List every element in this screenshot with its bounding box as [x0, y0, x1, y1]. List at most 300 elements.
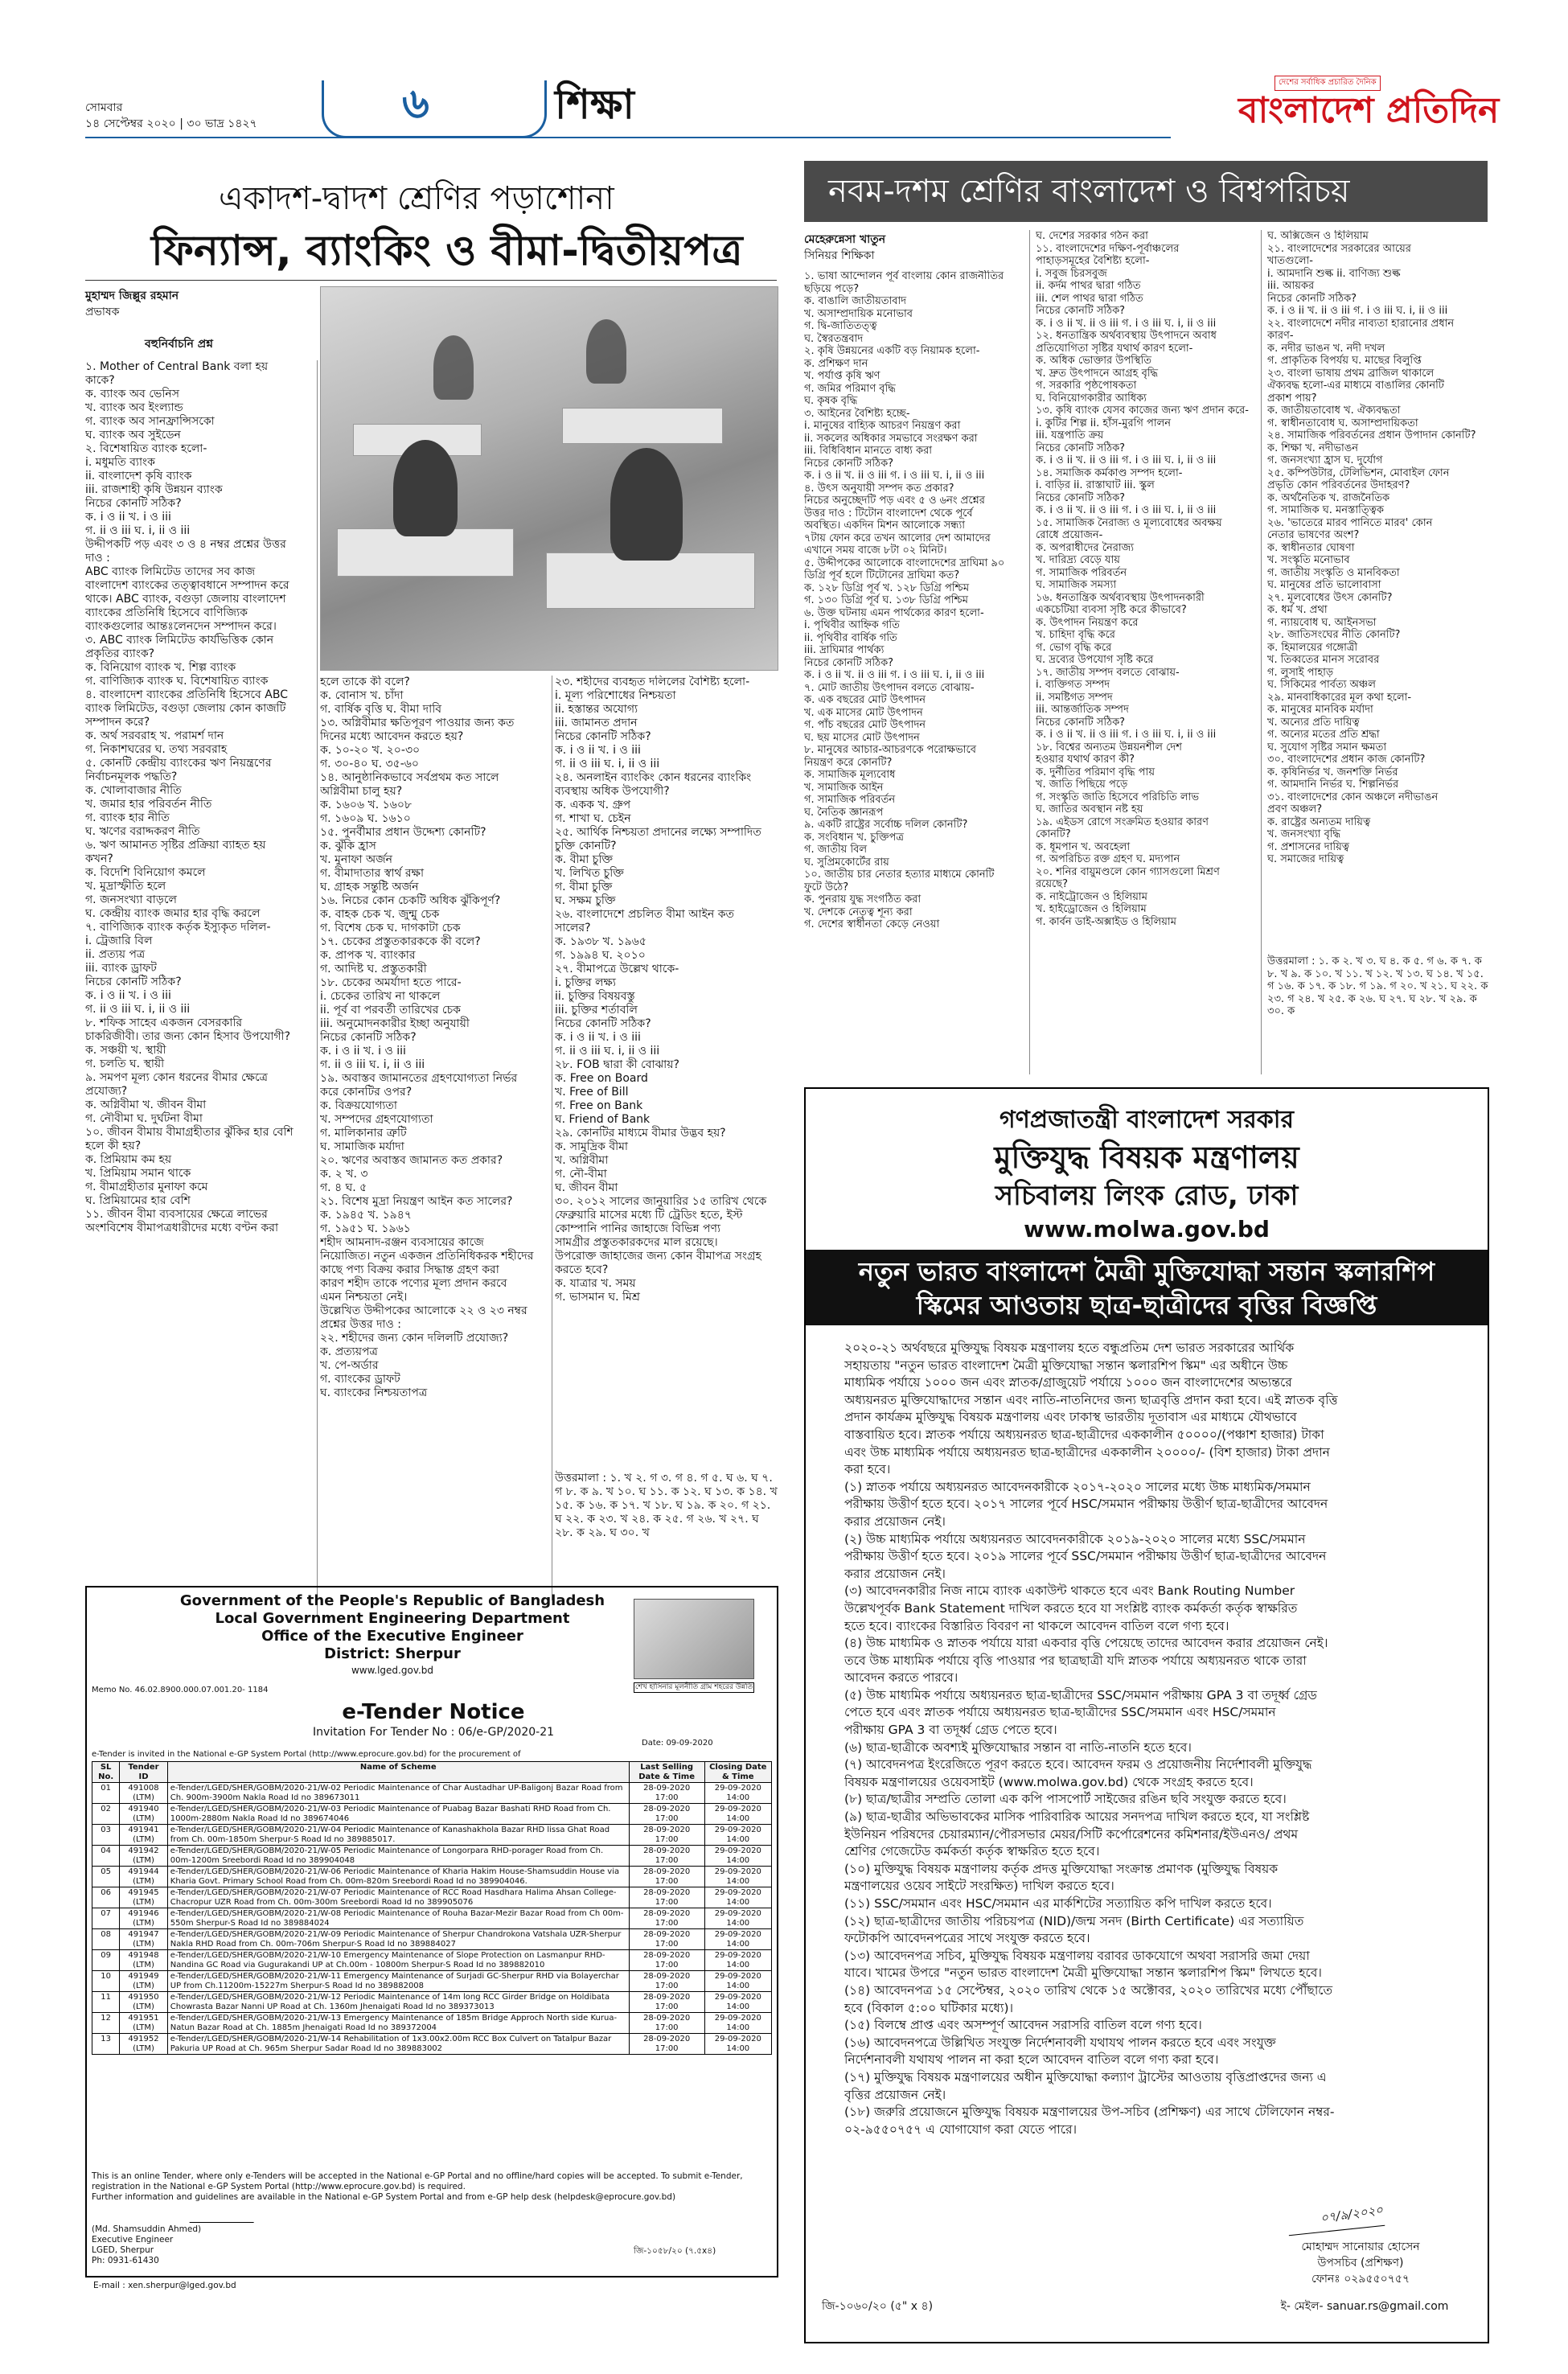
table-header-cell: Tender ID: [120, 1762, 168, 1783]
table-row: [92, 1804, 772, 1825]
table-cell: 13: [92, 2034, 120, 2055]
notice-line: (১০) মুক্তিযুদ্ধ বিষয়ক মন্ত্রণালয় কর্তৃক প্রদত্ত মুক্তিযোদ্ধা সংক্রান্ত প্রমাণক (মুক্তিযুদ্ধ বিষয়ক: [844, 1861, 1279, 1876]
question-line: ঘ. ব্যাংকের নিশ্চয়তাপত্র: [320, 1386, 428, 1399]
question-line: ২৪. অনলাইন ব্যাংকিং কোন ধরনের ব্যাংকিং: [555, 771, 752, 784]
question-line: থাকে। ABC ব্যাংক, বগুড়া জেলায় বাংলাদেশ: [85, 593, 286, 606]
question-line: গ. ii ও iii ঘ. i, ii ও iii: [85, 524, 191, 537]
question-line: গ. বীমা চুক্তি: [555, 881, 613, 893]
question-line: গ. নৌ-বীমা: [555, 1168, 607, 1181]
question-line: গ. ব্যাংক অব সানফ্রান্সিসকো: [85, 415, 215, 428]
question-line: রোধে প্রয়োজন-: [1036, 529, 1103, 541]
table-cell: 491947 (LTM): [120, 1929, 168, 1950]
question-line: ১১. জীবন বীমা ব্যবসায়ের ক্ষেত্রে লাভের: [85, 1208, 268, 1221]
question-line: ৩. আইনের বৈশিষ্ট্য হচ্ছে-: [804, 407, 910, 420]
question-line: ১. ভাষা আন্দোলন পূর্ব বাংলায় কোন রাজনীতির: [804, 270, 1004, 282]
table-row: [92, 1950, 772, 1971]
question-line: i. ট্রেজারি বিল: [85, 934, 153, 947]
question-line: নিচের কোনটি সঠিক?: [1267, 292, 1357, 305]
question-line: ক. i ও ii খ. ii ও iii গ. i ও iii ঘ. i, ii ও iii: [1036, 729, 1217, 741]
question-line: গ. জাতীয় বিল: [804, 844, 868, 856]
question-line: ১. Mother of Central Bank বলা হয়: [85, 360, 269, 373]
table-cell: e-Tender/LGED/SHER/GOBM/2020-21/W-10 Emergency Maintenance of Slope Protection on Lasmanpur RHD-Nandina GC Road via Gugurakandi UP at Ch.00m - 10800m Sherpur-S Road Id no 389882010: [167, 1950, 629, 1971]
mujib-logo: [634, 1599, 754, 1679]
question-line: গ. ১৯৫১ ঘ. ১৯৬১: [320, 1222, 411, 1235]
table-header-cell: Closing Date & Time: [704, 1762, 771, 1783]
question-line: এমন নিশ্চয়তা নেই।: [320, 1291, 408, 1304]
notice-body: [844, 1340, 1472, 2208]
question-line: গ. চলতি ঘ. স্থায়ী: [85, 1058, 165, 1070]
question-line: ক. i ও ii খ. ii ও iii গ. i ও iii ঘ. i, ii ও iii: [1036, 454, 1217, 466]
question-line: i. মধুমতি ব্যাংক: [85, 456, 155, 469]
question-line: হলে কী হয়?: [85, 1140, 142, 1152]
question-line: ক. বাহক চেক খ. জুন্মু চেক: [320, 908, 440, 921]
question-line: দিনের মধ্যে আবেদন করতে হয়?: [320, 730, 464, 743]
table-cell: 29-09-2020 14:00: [704, 1887, 771, 1908]
question-line: দাও :: [85, 552, 110, 565]
question-line: গ. ii ও iii ঘ. i, ii ও iii: [85, 1003, 191, 1016]
question-line: উল্লেখিত উদ্দীপকের আলোকে ২২ ও ২৩ নম্বর: [320, 1304, 527, 1317]
notice-line: হতে হবে। ব্যাংকের বিস্তারিত বিবরণ না থাকলে আবেদন বাতিল বলে গণ্য হবে।: [844, 1618, 1229, 1633]
question-line: ঘ. কৃষক বৃদ্ধি: [804, 395, 858, 407]
question-line: খ. দারিদ্র্য বেড়ে যায়: [1036, 554, 1120, 566]
question-line: ছড়িয়ে পড়ে?: [804, 282, 860, 295]
col-divider: [1261, 230, 1262, 1074]
notice-line: পরীক্ষায় উত্তীর্ণ হতে হবে। ২০১৯ সালের পূর্বে SSC/সমমান পরীক্ষায় উত্তীর্ণ ছাত্র-ছাত্রীদের আবেদন: [844, 1549, 1327, 1564]
question-line: ক. দুর্নীতির পরিমাণ বৃদ্ধি পায়: [1036, 766, 1155, 778]
left-col-3: [555, 676, 780, 1592]
question-line: ৫. উদ্দীপকের আলোকে বাংলাদেশের দ্রাঘিমা ৯০: [804, 557, 1005, 569]
left-kicker: একাদশ-দ্বাদশ শ্রেণির পড়াশোনা: [219, 180, 614, 217]
question-line: পাহাড়সমূহের বৈশিষ্ট্য হলো-: [1036, 255, 1150, 267]
question-line: গ. ব্যাংক হার নীতি: [85, 811, 170, 824]
notice-line: ইউনিয়ন পরিষদের চেয়ারম্যান/পৌরসভার মেয়র/সিটি কর্পোরেশনের কমিশনার/ইউএনও/ প্রথম: [844, 1826, 1299, 1842]
right-headline: নবম-দশম শ্রেণির বাংলাদেশ ও বিশ্বপরিচয়: [828, 173, 1350, 210]
question-line: খ. চাহিদা বৃদ্ধি করে: [1036, 629, 1115, 641]
question-line: iii. ব্যাংক ড্রাফট: [85, 962, 157, 975]
right-col-3: [1267, 230, 1489, 1002]
table-cell: 29-09-2020 14:00: [704, 1908, 771, 1929]
table-header-cell: SL No.: [92, 1762, 120, 1783]
notice-line: যাবে। খামের উপরে "নতুন ভারত বাংলাদেশ মৈত্রী মুক্তিযোদ্ধা সন্তান স্কলারশিপ স্কিম" লিখতে হবে।: [844, 1965, 1322, 1981]
question-line: নিচের কোনটি সঠিক?: [1036, 442, 1126, 454]
question-line: ২৩. শহীদের ব্যবহৃত দলিলের বৈশিষ্ট্য হলো-: [555, 676, 750, 688]
question-line: ii. চুক্তির বিষয়বস্তু: [555, 990, 635, 1003]
table-cell: 491946 (LTM): [120, 1908, 168, 1929]
question-line: ক. i ও ii খ. i ও iii: [85, 511, 171, 524]
question-line: ৯. একটি রাষ্ট্রের সর্বোচ্চ দলিল কোনটি?: [804, 819, 968, 831]
question-line: ক. প্রশিক্ষণ দান: [804, 357, 868, 370]
question-line: কারণ শহীদ তাকে পণ্যের মূল্য প্রদান করবে: [320, 1277, 507, 1290]
question-line: ১৪. আনুষ্ঠানিকভাবে সর্বপ্রথম কত সালে: [320, 771, 499, 784]
table-cell: e-Tender/LGED/SHER/GOBM/2020-21/W-03 Periodic Maintenance of Puabag Bazar Bashati RHD Road from Ch. 1000m-2880m Nakla Road Id no 389674046: [167, 1804, 629, 1825]
notice-line: (৫) উচ্চ মাধ্যমিক পর্যায়ে অধ্যয়নরত ছাত্র-ছাত্রীদের SSC/সমমান পরীক্ষায় GPA 3 বা তদূর্ধ্ব গ্রেড: [844, 1687, 1317, 1702]
question-line: ১৫. সামাজিক নৈরাজ্য ও মূল্যবোধের অবক্ষয়: [1036, 516, 1222, 529]
table-cell: 491008 (LTM): [120, 1783, 168, 1804]
question-line: ক. বাঙালি জাতীয়তাবাদ: [804, 295, 907, 307]
question-line: খ. এক মাসের মোট উৎপাদন: [804, 706, 923, 719]
question-line: ঘ. স্বৈরতন্ত্রবাদ: [804, 332, 864, 345]
question-line: খাতগুলো-: [1267, 255, 1313, 267]
left-author-title: প্রভাষক: [85, 306, 120, 318]
question-line: খ. দ্রুত উৎপাদনে আগ্রহ বৃদ্ধি: [1036, 367, 1159, 380]
table-cell: 28-09-2020 17:00: [629, 1825, 704, 1846]
question-line: গ. ১৩০ ডিগ্রি পূর্ব ঘ. ১৩৮ ডিগ্রি পশ্চিম: [804, 594, 969, 606]
table-cell: 29-09-2020 14:00: [704, 1846, 771, 1867]
question-line: খ. ব্যাংক অব ইংল্যান্ড: [85, 401, 183, 414]
question-line: নিচের কোনটি সঠিক?: [555, 1017, 651, 1030]
right-col-2: [1036, 230, 1254, 1074]
question-line: খ. অন্যের প্রতি দায়িত্ব: [1267, 716, 1360, 729]
question-line: ঘ. গ্রাহক সন্তুষ্টি অর্জন: [320, 881, 419, 893]
table-cell: e-Tender/LGED/SHER/GOBM/2020-21/W-02 Periodic Maintenance of Char Austadhar UP-Baligonj Bazar Road from Ch. 900m-3900m Nakla Road Id no 389673011: [167, 1783, 629, 1804]
question-line: ১৬. ধনতান্ত্রিক অর্থব্যবস্থায় উৎপাদনকারী: [1036, 591, 1205, 604]
question-line: iii. রাজশাহী কৃষি উন্নয়ন ব্যাংক: [85, 483, 223, 496]
table-cell: e-Tender/LGED/SHER/GOBM/2020-21/W-08 Periodic Maintenance of Rouha Bazar-Mezir Bazar Road from Ch 00m-550m Sherpur-S Road Id no 389884024: [167, 1908, 629, 1929]
question-line: iii. বিধিবিধান মানতে বাধ্য করা: [804, 445, 933, 457]
question-line: ব্যাংকগুলোর আন্তঃলেনদেন সম্পাদন করে।: [85, 620, 277, 633]
question-line: গ. অপরিচিত রক্ত গ্রহণ ঘ. মদ্যপান: [1036, 853, 1180, 865]
question-line: ঘ. ঋণের বরাদ্দকরণ নীতি: [85, 825, 200, 838]
table-cell: 09: [92, 1950, 120, 1971]
issue-date: ১৪ সেপ্টেম্বর ২০২০ | ৩০ ভাদ্র ১৪২৭: [85, 117, 257, 130]
notice-line: মাধ্যমিক পর্যায়ে ১০০০ জন এবং স্নাতক/গ্রাজুয়েট পর্যায়ে ১০০০ জন বাংলাদেশের অভ্যন্তরে: [844, 1375, 1292, 1390]
tender-ad: [85, 1586, 778, 2277]
question-line: ব্যবস্থায় অধিক উপযোগী?: [555, 785, 670, 798]
question-line: ক. i ও ii খ. ii ও iii গ. i ও iii ঘ. i, ii ও iii: [1267, 305, 1448, 317]
question-line: কারণ-: [1267, 330, 1294, 342]
table-cell: 28-09-2020 17:00: [629, 1867, 704, 1887]
table-row: [92, 2013, 772, 2034]
question-line: চুক্তি কোনটি?: [555, 840, 617, 852]
left-col-2: [320, 676, 550, 1608]
question-line: ক. উৎপাদন নিয়ন্ত্রণ করে: [1036, 616, 1139, 629]
table-cell: 28-09-2020 17:00: [629, 1992, 704, 2013]
question-line: করে কোনটির ওপর?: [320, 1086, 413, 1099]
question-line: ঘ. নৈতিক জ্ঞানরূপ: [804, 806, 884, 819]
question-line: iii. দ্রাঘিমার পার্থক্য: [804, 644, 885, 656]
table-cell: 491949 (LTM): [120, 1971, 168, 1992]
question-line: ২৫. আর্থিক নিশ্চয়তা প্রদানের লক্ষ্যে সম্পাদিত: [555, 826, 761, 839]
notice-address: সচিবালয় লিংক রোড, ঢাকা: [995, 1180, 1299, 1212]
section-title: শিক্ষা: [555, 81, 634, 128]
question-line: গ. ভাসমান ঘ. মিশ্র: [555, 1291, 640, 1304]
issue-day: সোমবার: [85, 101, 123, 114]
notice-line: মন্ত্রণালয়ের ওয়েব সাইটে সংরক্ষিত) দাখিল করতে হবে।: [844, 1879, 1114, 1894]
question-line: iii. শেল পাথর দ্বারা গঠিত: [1036, 292, 1143, 305]
table-cell: 29-09-2020 14:00: [704, 1971, 771, 1992]
question-line: ক. ধূমপান খ. অবহেলা: [1036, 840, 1131, 853]
question-line: ক. i ও ii খ. ii ও iii গ. i ও iii ঘ. i, ii ও iii: [804, 669, 985, 681]
table-cell: 29-09-2020 14:00: [704, 1783, 771, 1804]
question-line: ১৯. এইডস রোগে সংক্রমিত হওয়ার কারণ: [1036, 815, 1209, 828]
table-cell: e-Tender/LGED/SHER/GOBM/2020-21/W-11 Emergency Maintenance of Surjadi GC-Sherpur RHD via Bolayerchar UP from Ch.11200m-15227m Sherpur-S Road Id no 389882008: [167, 1971, 629, 1992]
question-line: ক. অর্থ সরবরাহ খ. পরামর্শ দান: [85, 729, 224, 742]
question-line: ক. সঞ্চয়ী খ. স্থায়ী: [85, 1044, 166, 1057]
notice-line: (২) উচ্চ মাধ্যমিক পর্যায়ে অধ্যয়নরত আবেদনকারীকে ২০১৯-২০২০ সালের মধ্যে SSC/সমমান: [844, 1531, 1306, 1546]
question-line: ক. অগ্নিবীমা খ. জীবন বীমা: [85, 1099, 207, 1111]
question-line: ৪. বাংলাদেশ ব্যাংকের প্রতিনিধি হিসেবে ABC: [85, 688, 289, 701]
question-line: গ. নৌবীমা ঘ. দুর্ঘটনা বীমা: [85, 1112, 203, 1125]
notice-line: (১) স্নাতক পর্যায়ে অধ্যয়নরত আবেদনকারীকে ২০১৭-২০২০ সালের মধ্যে উচ্চ মাধ্যমিক/সমমান: [844, 1479, 1311, 1494]
question-line: ক. Free on Board: [555, 1072, 648, 1085]
question-line: ২১. বিশেষ মুদ্রা নিয়ন্ত্রণ আইন কত সালের?: [320, 1195, 513, 1208]
question-line: প্রযোজ্য?: [85, 1085, 128, 1098]
question-line: ii. বাংলাদেশ কৃষি ব্যাংক: [85, 470, 192, 483]
tender-intro: e-Tender is invited in the National e-GP System Portal (http://www.eprocure.gov.bd) for the procurement of: [92, 1750, 521, 1759]
table-cell: 01: [92, 1783, 120, 1804]
table-row: [92, 1908, 772, 1929]
question-line: ক. পুনরায় যুদ্ধ সংগঠিত করা: [804, 893, 922, 906]
notice-line: (১৮) জরুরি প্রয়োজনে মুক্তিযুদ্ধ বিষয়ক মন্ত্রণালয়ের উপ-সচিব (প্রশিক্ষণ) এর সাথে টেলিফোন নম্বর-: [844, 2105, 1335, 2120]
table-cell: 08: [92, 1929, 120, 1950]
notice-website[interactable]: www.molwa.gov.bd: [1024, 1216, 1270, 1242]
question-line: ক. বিনিয়োগ ব্যাংক খ. শিল্প ব্যাংক: [85, 661, 236, 674]
table-row: [92, 1929, 772, 1950]
question-line: ১৭. চেকের প্রস্তুতকারককে কী বলে?: [320, 935, 481, 948]
question-line: অংশবিশেষ বীমাপত্রধারীদের মধ্যে বণ্টন করা: [85, 1222, 278, 1234]
notice-line: আবেদন করতে পারবে।: [844, 1670, 958, 1686]
question-line: ২৩. বাংলা ভাষায় প্রথম ব্রাজিল থাকালে: [1267, 367, 1435, 380]
notice-line: সহায়তায় "নতুন ভারত বাংলাদেশ মৈত্রী মুক্তিযোদ্ধা সন্তান স্কলারশিপ স্কিম" এর অধীনে উচ্চ: [844, 1357, 1288, 1373]
question-line: ৭. বাণিজ্যিক ব্যাংক কর্তৃক ইস্যুকৃত দলিল-: [85, 921, 271, 934]
question-line: ঘ. Friend of Bank: [555, 1113, 651, 1126]
table-cell: 29-09-2020 14:00: [704, 2034, 771, 2055]
question-line: খ. জনসংখ্যা বৃদ্ধি: [1267, 828, 1341, 840]
table-row: [92, 1992, 772, 2013]
notice-line: (৮) ছাত্র/ছাত্রীর সম্প্রতি তোলা এক কপি পাসপোর্ট সাইজের রঙিন ছবি সংযুক্ত করতে হবে।: [844, 1792, 1287, 1807]
question-line: গ. ব্যাংকের ড্রাফট: [320, 1373, 400, 1386]
notice-line: পরীক্ষায় GPA 3 বা তদূর্ধ্ব গ্রেড পেতে হবে।: [844, 1723, 1057, 1738]
question-line: ক. ২ খ. ৩: [320, 1168, 368, 1181]
left-answers: উত্তরমালা : ১. খ ২. গ ৩. গ ৪. গ ৫. ঘ ৬. ঘ ৭. গ ৮. ক ৯. খ ১০. ঘ ১১. ক ১২. ঘ ১৩. ক ১৪. খ ১৫. ক ১৬. ক ১৭. খ ১৮. ঘ ১৯. ক ২০. গ ২১. ঘ ২২. ক ২৩. খ ২৪. ক ২৫. গ ২৬. খ ২৭. ঘ ২৮. ক ২৯. ঘ ৩০. খ: [555, 1472, 778, 1539]
question-line: ii. হস্তান্তর অযোগ্য: [555, 703, 638, 716]
question-line: গ. ন্যায়বোধ ঘ. আইনসভা: [1267, 616, 1377, 629]
masthead-rule: [85, 137, 1171, 138]
notice-line: (৬) ছাত্র-ছাত্রীকে অবশ্যই মুক্তিযোদ্ধার সন্তান বা নাতি-নাতনি হতে হবে।: [844, 1739, 1192, 1755]
masthead: [0, 0, 1568, 161]
question-line: গ. সরকারি পৃষ্ঠপোষকতা: [1036, 380, 1137, 392]
question-line: সম্পাদন করে?: [85, 716, 150, 729]
question-line: ক. ১৬০৬ খ. ১৬০৮: [320, 799, 413, 811]
question-line: খ. মুদ্রাস্ফীতি হলে: [85, 880, 166, 893]
question-line: শহীদ আমনাদ-রঞ্জন ব্যবসায়ের কাজে: [320, 1236, 484, 1249]
question-line: নিয়োজিত। নতুন একজন প্রতিনিধিকরক শহীদের: [320, 1250, 534, 1263]
table-cell: 28-09-2020 17:00: [629, 1929, 704, 1950]
question-line: ক. শিক্ষা খ. নদীভাঙন: [1267, 442, 1359, 454]
question-line: ক. জাতীয়তাবোধ খ. ঐক্যবদ্ধতা: [1267, 405, 1401, 417]
question-line: ঘ. অক্সিজেন ও হিলিয়াম: [1267, 230, 1369, 242]
question-line: খ. প্রিমিয়াম সমান থাকে: [85, 1167, 191, 1180]
section-tab: [322, 80, 547, 138]
question-line: i. মূল্য পরিশোধের নিশ্চয়তা: [555, 689, 676, 702]
table-row: [92, 1867, 772, 1887]
tender-org3: Office of the Executive Engineer: [261, 1628, 523, 1645]
question-line: গ. আদিষ্ট ঘ. প্রস্তুতকারী: [320, 963, 427, 975]
tender-sign-email: E-mail : xen.sherpur@lged.gov.bd: [93, 2281, 236, 2290]
question-line: খ. জমার হার পরিবর্তন নীতি: [85, 798, 212, 811]
tender-sign-phone: Ph: 0931-61430: [92, 2256, 159, 2265]
question-line: ক. খোলাবাজার নীতি: [85, 784, 182, 797]
question-line: ক. যাত্রার খ. সময়: [555, 1277, 636, 1290]
table-cell: 491940 (LTM): [120, 1804, 168, 1825]
question-line: ঘ. কেন্দ্রীয় ব্যাংক জমার হার বৃদ্ধি করলে: [85, 907, 261, 920]
table-cell: 04: [92, 1846, 120, 1867]
question-line: প্রশ্নের উত্তর দাও :: [320, 1318, 401, 1331]
question-line: উত্তর দাও : টিটোন বাংলাদেশ থেকে পূর্বে: [804, 507, 973, 520]
table-cell: 28-09-2020 17:00: [629, 1950, 704, 1971]
table-cell: 491951 (LTM): [120, 2013, 168, 2034]
question-line: ক. i ও ii খ. i ও iii: [85, 989, 171, 1002]
question-line: ক. i ও ii খ. ii ও iii গ. i ও iii ঘ. i, ii ও iii: [1036, 504, 1217, 516]
question-line: গ. স্বাধীনতাবোধ ঘ. অসাম্প্রদায়িকতা: [1267, 417, 1418, 429]
question-line: খ. হাইড্রোজেন ও হিলিয়াম: [1036, 903, 1147, 915]
question-line: ২৯. মানবাধিকারের মূল কথা হলো-: [1267, 691, 1412, 704]
question-line: ক. ব্যাংক অব ভেনিস: [85, 388, 179, 400]
left-headline-rule: [85, 280, 777, 281]
question-line: গ. বাণিজ্যিক ব্যাংক ঘ. বিশেষায়িত ব্যাংক: [85, 675, 269, 688]
notice-line: বিষয়ক মন্ত্রণালয়ের ওয়েবসাইট (www.molwa.gov.bd) থেকে সংগ্রহ করতে হবে।: [844, 1774, 1254, 1789]
question-line: ঘ. ব্যাংক অব সুইডেন: [85, 429, 181, 442]
question-line: ৬. ঋণ আমানত সৃষ্টির প্রক্রিয়া ব্যাহত হয়: [85, 839, 266, 852]
tender-site: www.lged.gov.bd: [351, 1665, 434, 1676]
question-line: ৫. কোনটি কেন্দ্রীয় ব্যাংকের ঋণ নিয়ন্ত্রণের: [85, 757, 272, 770]
table-cell: 491945 (LTM): [120, 1887, 168, 1908]
tender-footer1: This is an online Tender, where only e-Tenders will be accepted in the National e-GP Portal and no offline/hard copies will be accepted. To submit e-Tender, registration in the National e-GP System Portal (http://www.eprocure.gov.bd) is required.: [92, 2171, 743, 2191]
page-number: ৬: [402, 80, 429, 128]
question-line: ক. বোনাস খ. চাঁদা: [320, 689, 404, 702]
tender-title: e-Tender Notice: [342, 1700, 525, 1724]
question-line: নিচের কোনটি সঠিক?: [320, 1031, 417, 1044]
notice-line: (১১) SSC/সমমান এবং HSC/সমমান এর মার্কশিটের সত্যায়িত কপি দাখিল করতে হবে।: [844, 1896, 1272, 1911]
table-cell: 491942 (LTM): [120, 1846, 168, 1867]
question-line: ২৭. মূলবোধের উৎস কোনটি?: [1267, 591, 1393, 604]
table-cell: 06: [92, 1887, 120, 1908]
question-line: ১২. ধনতান্ত্রিক অর্থব্যবস্থায় উৎপাদনে অবাধ: [1036, 330, 1217, 342]
question-line: নিচের কোনটি সঠিক?: [555, 730, 651, 743]
question-line: ফুটে উঠে?: [804, 881, 849, 893]
question-line: গ. ৩০-৪০ ঘ. ৩৫-৬০: [320, 758, 419, 770]
question-line: নিচের কোনটি সঠিক?: [1036, 305, 1126, 317]
right-author-title: সিনিয়র শিক্ষিকা: [804, 249, 875, 262]
question-line: নিচের অনুচ্ছেদটি পড় এবং ৫ ও ৬নং প্রশ্নের: [804, 495, 985, 507]
question-line: হওয়ার যথার্থ কারণ কী?: [1036, 754, 1135, 766]
notice-line: করার প্রয়োজন নেই।: [844, 1566, 946, 1581]
table-cell: 29-09-2020 14:00: [704, 1804, 771, 1825]
notice-line: (৪) উচ্চ মাধ্যমিক ও স্নাতক পর্যায়ে যারা একবার বৃত্তি পেয়েছে তাদের আবেদন করার প্রয়োজন নেই।: [844, 1636, 1328, 1651]
question-line: ব্যাংক লিমিটেড, বগুড়া জেলায় কোন কাজটি: [85, 702, 286, 715]
question-line: ঘ. দ্রব্যের উপযোগ সৃষ্টি করে: [1036, 654, 1154, 666]
question-line: ঘ. সামাজিক মর্যাদা: [320, 1140, 404, 1153]
question-line: i. চেকের তারিখ না থাকলে: [320, 990, 441, 1003]
question-line: ২৭. বীমাপত্রে উল্লেখ থাকে-: [555, 963, 679, 975]
notice-line: ফটোকপি আবেদনপত্রের সাথে সংযুক্ত করতে হবে।: [844, 1931, 1090, 1946]
question-line: ২৪. সামাজিক পরিবর্তনের প্রধান উপাদান কোনটি?: [1267, 429, 1476, 442]
question-line: করতে হবে?: [555, 1263, 609, 1276]
table-cell: 10: [92, 1971, 120, 1992]
question-line: এখানে সময় বাজে ৮টা ০২ মিনিট।: [804, 544, 947, 557]
question-line: ৩. ABC ব্যাংক লিমিটেড কার্যভিত্তিক কোন: [85, 634, 274, 647]
tender-table-wrap: [92, 1761, 772, 2055]
question-line: গ. Free on Bank: [555, 1099, 643, 1112]
question-line: গ. মালিকানার ত্রুটি: [320, 1127, 407, 1140]
notice-signature: ০৭/৯/২০২০: [1319, 2202, 1385, 2226]
notice-line: বৃত্তির প্রয়োজন নেই।: [844, 2087, 946, 2102]
tender-subtitle: Invitation For Tender No : 06/e-GP/2020-21: [312, 1726, 555, 1739]
tender-ad-code: জি-১০৫৮/২০ (৭.৫x৪): [634, 2246, 716, 2256]
question-line: বাংলাদেশ ব্যাংকের তত্ত্বাবধানে সম্পাদন করে: [85, 579, 289, 592]
notice-ad-code: জি-১০৬০/২০ (৫" x ৪): [822, 2300, 934, 2313]
question-line: ii. প্রত্যয় পত্র: [85, 948, 146, 961]
question-line: খ. অসাম্প্রদায়িক মনোভাব: [804, 307, 913, 320]
question-line: খ. লিখিত চুক্তি: [555, 867, 624, 880]
question-line: গ. ৪ ঘ. ৫: [320, 1181, 367, 1194]
question-line: ক. ১৯৩৮ খ. ১৯৬৫: [555, 935, 646, 948]
question-line: ক. বিক্রয়যোগ্যতা: [320, 1099, 397, 1112]
table-cell: 03: [92, 1825, 120, 1846]
tender-org1: Government of the People's Republic of Bangladesh: [179, 1592, 605, 1609]
table-cell: 28-09-2020 17:00: [629, 1804, 704, 1825]
question-line: ঘ. সামাজিক সমস্যা: [1036, 579, 1117, 591]
question-line: খ. পর্যাপ্ত কৃষি ঋণ: [804, 370, 880, 382]
question-line: সামগ্রীর প্রস্তুতকারকদের মাল রয়েছে।: [555, 1236, 718, 1249]
notice-line: (৯) ছাত্র-ছাত্রীর অভিভাবকের মাসিক পারিবারিক আয়ের সনদপত্র দাখিল করতে হবে, যা সংশ্লিষ্ট: [844, 1809, 1310, 1825]
question-line: গ. প্রাকৃতিক বিপর্যয় ঘ. মাছের বিলুপ্তি: [1267, 355, 1422, 367]
table-cell: 491950 (LTM): [120, 1992, 168, 2013]
table-cell: 28-09-2020 17:00: [629, 1908, 704, 1929]
question-line: ঘ. দেশের সরকার গঠন করা: [1036, 230, 1148, 242]
question-line: ABC ব্যাংক লিমিটেড তাদের সব কাজ: [85, 565, 256, 578]
question-line: ২০. ঋণের অবাস্তব জামানত কত প্রকার?: [320, 1154, 503, 1167]
table-cell: 11: [92, 1992, 120, 2013]
question-line: ১৬. নিচের কোন চেকটি অধিক ঝুঁকিপূর্ণ?: [320, 894, 501, 907]
question-line: ১৮. বিশ্বের অন্যতম উন্নয়নশীল দেশ: [1036, 741, 1182, 754]
question-line: ক. সামুদ্রিক বীমা: [555, 1140, 628, 1153]
question-line: ১৫. পুনর্বীমার প্রধান উদ্দেশ্য কোনটি?: [320, 826, 486, 839]
question-line: iii. জামানত প্রদান: [555, 717, 638, 729]
question-line: গ. ii ও iii ঘ. i, ii ও iii: [555, 758, 660, 770]
notice-ministry: মুক্তিযুদ্ধ বিষয়ক মন্ত্রণালয়: [994, 1140, 1299, 1175]
tender-table: [92, 1761, 772, 2055]
question-line: iii. চুক্তির শর্তাবলি: [555, 1004, 638, 1017]
question-line: ক. i ও ii খ. i ও iii: [555, 1031, 641, 1044]
notice-line: বাস্তবায়িত হবে। স্নাতক পর্যায়ে অধ্যয়নরত ছাত্র-ছাত্রীদের এককালীন ৫০০০০/(পঞ্চাশ হাজার) টাকা: [844, 1427, 1324, 1442]
question-line: রয়েছে?: [1036, 878, 1069, 890]
table-cell: 28-09-2020 17:00: [629, 1971, 704, 1992]
question-line: ক. সংবিধান খ. চুক্তিপত্র: [804, 831, 904, 844]
notice-line: (১৭) মুক্তিযুদ্ধ বিষয়ক মন্ত্রণালয়ের অধীন মুক্তিযোদ্ধা কল্যাণ ট্রাস্টের আওতায় বৃত্তিপ্রাপ্তদের জন্য এ: [844, 2069, 1327, 2084]
question-line: i. কুটির শিল্প ii. হাঁস-মুরগি পালন: [1036, 417, 1172, 429]
question-line: গ. শাখা ঘ. চেইন: [555, 812, 631, 825]
question-line: কাকে?: [85, 374, 115, 387]
question-line: ক. এক বছরের মোট উৎপাদন: [804, 694, 926, 706]
question-line: ক. ঝুঁকি হ্রাস: [320, 840, 376, 852]
question-line: ক. সামাজিক মূল্যবোধ: [804, 769, 896, 781]
question-line: i. আমদানি শুল্ক ii. বাণিজ্য শুল্ক: [1267, 267, 1401, 280]
question-line: ২৮. FOB দ্বারা কী বোঝায়?: [555, 1058, 679, 1071]
table-cell: e-Tender/LGED/SHER/GOBM/2020-21/W-14 Rehabilitation of 1x3.00x2.00m RCC Box Culvert on Tatalpur Bazar Pakuria UP Road at Ch. 965m Sherpur Sadar Road Id no 389883002: [167, 2034, 629, 2055]
question-line: ক. i ও ii খ. i ও iii: [555, 744, 641, 757]
students-exam-photo: [320, 286, 778, 671]
question-line: খ. দেশকে নেতৃত্ব শূন্য করা: [804, 906, 913, 918]
table-cell: e-Tender/LGED/SHER/GOBM/2020-21/W-05 Periodic Maintenance of Longorpara RHD-porager Road from Ch. 00m-1200m Sreebordi Road Id no 389904048: [167, 1846, 629, 1867]
notice-title-1: নতুন ভারত বাংলাদেশ মৈত্রী মুক্তিযোদ্ধা সন্তান স্কলারশিপ: [858, 1256, 1435, 1287]
question-line: খ. সম্পদের গ্রহণযোগ্যতা: [320, 1113, 433, 1126]
table-cell: e-Tender/LGED/SHER/GOBM/2020-21/W-12 Periodic Maintenance of 14m long RCC Girder Bridge on Holdibata Chowrasta Bazar Nanni UP Road at Ch. 1360m Jhenaigati Road Id no 389373013: [167, 1992, 629, 2013]
question-line: ii. কর্দম পাথর দ্বারা গঠিত: [1036, 280, 1141, 292]
question-line: ১৪. সমাজিক কর্মকাণ্ড সম্পদ হলো-: [1036, 466, 1183, 479]
tender-date: Date: 09-09-2020: [642, 1739, 713, 1748]
table-header-cell: Name of Scheme: [167, 1762, 629, 1783]
